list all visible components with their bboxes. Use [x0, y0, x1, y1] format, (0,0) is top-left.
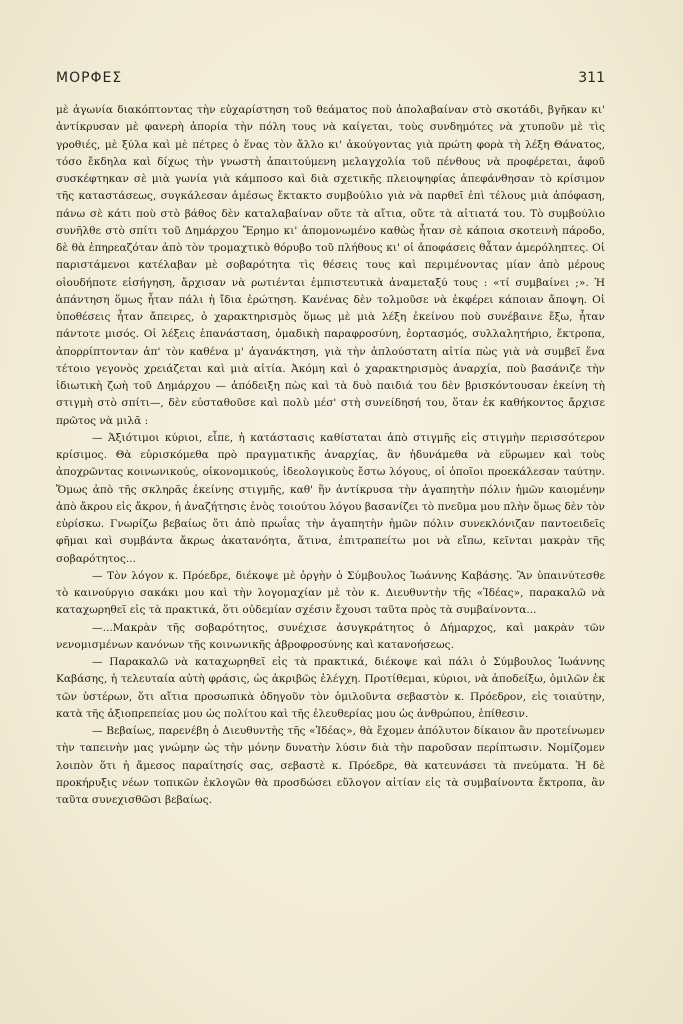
body-text	[56, 102, 605, 809]
running-title: ΜΟΡΦΕΣ	[56, 70, 123, 86]
paragraph: — Ἀξιότιμοι κύριοι, εἶπε, ἡ κατάστασις καθίσταται ἀπὸ στιγμῆς εἰς στιγμὴν περισσότερον κρίσιμος. Θὰ εὑρισκόμεθα πρὸ πραγματικῆς ἀναρχίας, ἂν ἠδυνάμεθα νὰ εὕρωμεν καὶ τοὺς ἀποχρῶντας κοινωνικούς, οἰκονομικούς, ἰδεολογικοὺς ἔστω λόγους, οἱ ὁποῖοι προεκάλεσαν ταύτην. Ὅμως ἀπὸ τῆς σκληρᾶς ἐκείνης στιγμῆς, καθ' ἣν ἀντίκρυσα τὴν ἀγαπητὴν πόλιν ἡμῶν καιομένην ἀπὸ ἄκρου εἰς ἄκρον, ἡ ἀναζήτησις ἑνὸς τοιούτου λόγου βασανίζει τὸ πνεῦμα μου πλὴν ὅμως δὲν τὸν εὑρίσκω. Γνωρίζω βεβαίως ὅτι ἀπὸ πρωΐας τὴν ἀγαπητὴν ἡμῶν πόλιν συνεκλόνιζαν παντοειδεῖς φῆμαι καὶ συμβάντα ἄκρως ἀκατανόητα, ἅτινα, ἐπιτραπείτω μοι νὰ εἴπω, κεῖνται μακρὰν τῆς σοβαρότητος...	[56, 431, 605, 565]
paragraph: —...Μακρὰν τῆς σοβαρότητος, συνέχισε ἀσυγκράτητος ὁ Δήμαρχος, καὶ μακρὰν τῶν νενομισμένων κανόνων τῆς κοινωνικῆς ἀβροφροσύνης καὶ κατανοήσεως.	[56, 621, 605, 651]
paragraph: — Βεβαίως, παρενέβη ὁ Διευθυντὴς τῆς «Ἰδέας», θὰ ἔχομεν ἀπόλυτον δίκαιον ἂν προτείνωμεν τὴν ταπεινὴν μας γνώμην ὡς τὴν μόνην δυνατὴν λύσιν διὰ τὴν παροῦσαν περίπτωσιν. Νομίζομεν λοιπὸν ὅτι ἡ ἄμεσος παραίτησίς σας, σεβαστὲ κ. Πρόεδρε, θὰ κατευνάσει τὰ πνεύματα. Ἡ δὲ προκήρυξις νέων τοπικῶν ἐκλογῶν θὰ προσδώσει εὔλογον αἰτίαν εἰς τὰ συμβαίνοντα ἔκτροπα, ἂν ταῦτα συνεχισθῶσι βεβαίως.	[56, 725, 605, 806]
running-header	[56, 70, 605, 92]
paragraph: — Τὸν λόγον κ. Πρόεδρε, διέκοψε μὲ ὀργὴν ὁ Σύμβουλος Ἰωάννης Καβάσης. Ἂν ὑπαινύτεσθε τὸ καινούργιο σακάκι μου καὶ τὴν λογομαχίαν μὲ τὸν κ. Διευθυντὴν τῆς «Ἰδέας», παρακαλῶ νὰ καταχωρηθεῖ εἰς τὰ πρακτικά, ὅτι οὐδεμίαν σχέσιν ἔχουσι ταῦτα πρὸς τὰ συμβαίνοντα...	[56, 569, 605, 617]
paragraph: — Παρακαλῶ νὰ καταχωρηθεῖ εἰς τὰ πρακτικά, διέκοψε καὶ πάλι ὁ Σύμβουλος Ἰωάννης Καβάσης, ἡ τελευταία αὐτὴ φράσις, ὡς ἀκριβῶς ἐλέγχη. Προτίθεμαι, κύριοι, νὰ ἀποδείξω, ὁμιλῶν ἐκ τῶν ὑστέρων, ὅτι αἴτια προσωπικὰ ὁδηγοῦν τὸν ὁμιλοῦντα σεβαστὸν κ. Πρόεδρον, εἰς τοιαύτην, κατὰ τῆς ἀξιοπρεπείας μου ὡς πολίτου καὶ τῆς ἐλευθερίας μου ὡς ἀνθρώπου, ἐπίθεσιν.	[56, 656, 605, 720]
page-number: 311	[578, 70, 605, 86]
paragraph: μὲ ἀγωνία διακόπτοντας τὴν εὐχαρίστηση τοῦ θεάματος ποὺ ἀπολαβαίναν στὸ σκοτάδι, βγῆκαν κι' ἀντίκρυσαν μὲ φανερὴ ἀπορία τὴν πόλη τους νὰ καίγεται, τοὺς συνδημότες νὰ χτυποῦν μὲ τὶς γροθιές, μὲ ξύλα καὶ μὲ πέτρες ὁ ἕνας τὸν ἄλλο κι' ἀκούγοντας γιὰ πρώτη φορὰ τὴ λέξη Θάνατος, τόσο ἔκδηλα καὶ δίχως τὴν γνωστὴ ἀπαιτούμενη μελαγχολία τοῦ πένθους νὰ προφέρεται, ἀφοῦ συσκέφτηκαν σὲ μιὰ γωνία γιὰ κάμποσο καὶ διὰ σχετικῆς πλειοψηφίας ἀπεφάνθησαν τὸ κρίσιμον τῆς καταστάσεως, συγκάλεσαν ἀμέσως ἔκτακτο συμβούλιο γιὰ νὰ παρθεῖ ἐπὶ τέλους μιὰ ἀπόφαση, πάνω σὲ κάτι ποὺ στὸ βάθος δὲν καταλαβαίναν οὔτε τὰ αἴτια, οὔτε τὰ αἰτιατά του. Τὸ συμβούλιο συνῆλθε στὸ σπίτι τοῦ Δημάρχου Ἔρημο κι' ἀπομονωμένο καθὼς ἦταν σὲ κάποια σκοτεινὴ πάροδο, δὲ θὰ ἐπηρεαζόταν ἀπὸ τὸν τρομαχτικὸ θόρυβο τοῦ πλήθους κι' οἱ ἀποφάσεις θἆταν ἀμερόληπτες. Οἱ παριστάμενοι κατέλαβαν μὲ σοβαρότητα τὶς θέσεις τους καὶ περιμένοντας μίαν ἀπὸ μέρους οἱουδήποτε εἰσήγηση, ἄρχισαν νὰ ρωτιένται ἐμπιστευτικὰ ἀναμεταξύ τους : «τί συμβαίνει ;». Ἡ ἀπάντηση ὅμως ἦταν πάλι ἡ ἴδια ἐρώτηση. Κανένας δὲν τολμοῦσε νὰ ἐκφέρει κάποιαν ἄποψη. Οἱ ὑποθέσεις ἦταν ἄπειρες, ὁ χαρακτηρισμὸς ὅμως μὲ μιὰ λέξη ἐκείνου ποὺ συνέβαινε ἔξω, ἦταν πάντοτε μισός. Οἱ λέξεις ἐπανάσταση, ὁμαδικὴ παραφροσύνη, ἑορτασμός, συλλαλητήριο, ἔκτροπα, ἀπορρίπτονταν ἀπ' τὸν καθένα μ' ἀγανάκτηση, γιὰ τὴν ἁπλούστατη αἰτία πὼς γιὰ νὰ συμβεῖ ἕνα τέτοιο γεγονὸς χρειάζεται καὶ μιὰ αἰτία. Ἀκόμη καὶ ὁ χαρακτηρισμὸς ἀναρχία, ποὺ βασάνιζε τὴν ἰδιωτικὴ ζωὴ τοῦ Δημάρχου — ἀπόδειξη πὼς καὶ τὰ δυὸ παιδιά του δὲν βρισκόντουσαν ἐκείνη τὴ στιγμὴ στὸ σπίτι—, δὲν εὐσταθοῦσε καὶ πολὺ μέσ' στὴ συνείδησή του, ὅταν ἐκ καθήκοντος ἄρχισε πρῶτος νὰ μιλᾶ :	[56, 104, 605, 427]
